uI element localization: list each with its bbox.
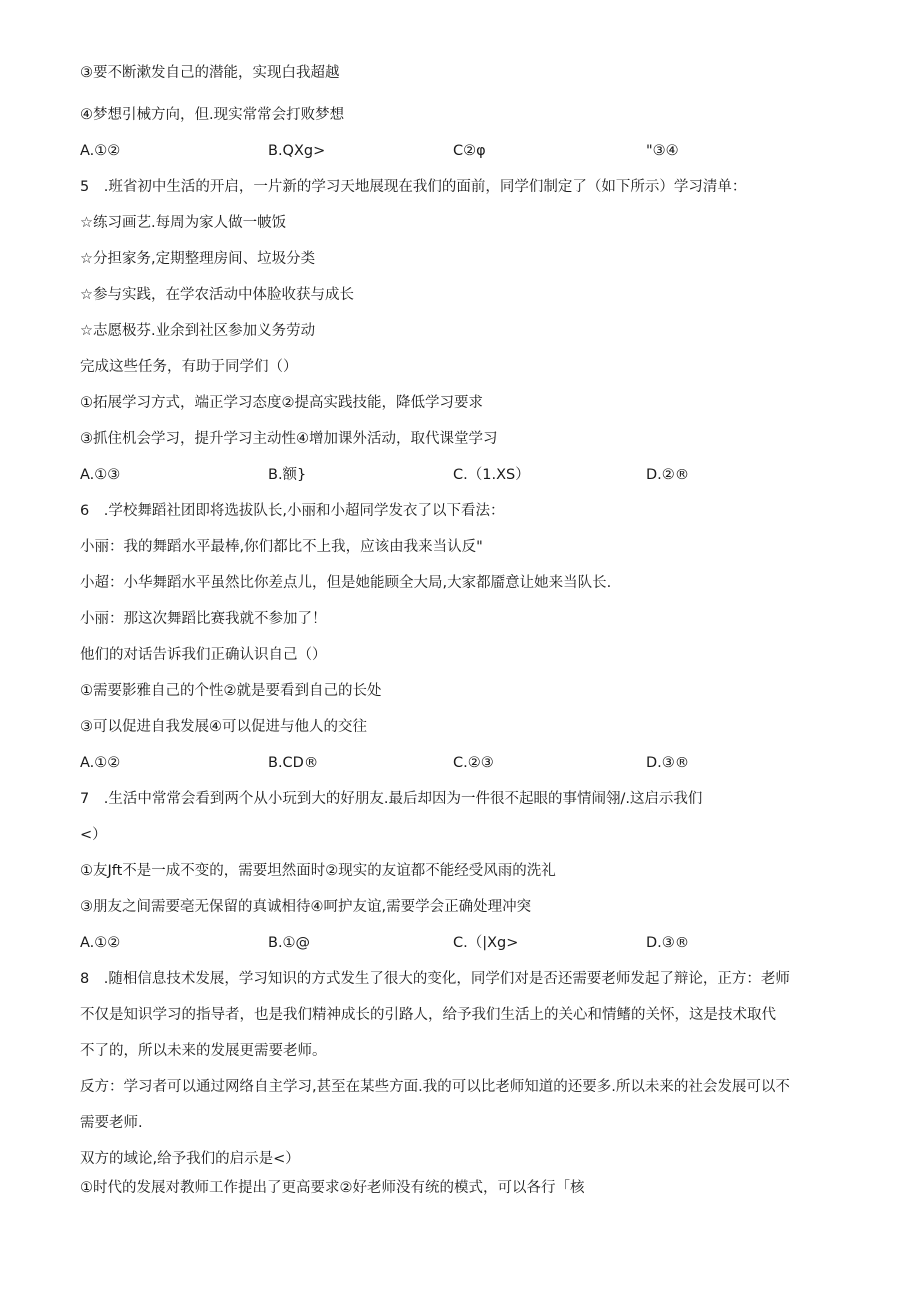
answer-options-q5 bbox=[80, 465, 800, 485]
paragraph-line: 不了的，所以未来的发展更需要老师。 bbox=[80, 1043, 327, 1059]
option-a: A.①② bbox=[80, 755, 121, 771]
option-c: C.（|Xg> bbox=[453, 935, 519, 951]
option-a: A.①③ bbox=[80, 467, 121, 483]
paragraph-line: 反方：学习者可以通过网络自主学习,甚至在某些方面.我的可以比老师知道的还要多.所以未来的社会发展可以不 bbox=[80, 1079, 790, 1095]
option-d: D.③® bbox=[646, 935, 690, 951]
option-d: D.②® bbox=[646, 467, 690, 483]
option-c: C.②③ bbox=[453, 755, 494, 771]
paragraph-line: 需要老师. bbox=[80, 1115, 143, 1131]
statement-line: ①友Jft不是一成不变的，需要坦然面时②现实的友谊都不能经受风雨的洗礼 bbox=[80, 863, 556, 879]
option-c: C②φ bbox=[453, 143, 486, 159]
statement-line: ③抓住机会学习，提升学习主动性④增加课外活动，取代课堂学习 bbox=[80, 431, 498, 447]
question-6-stem: 6 .学校舞蹈社团即将选拔队长,小丽和小超同学发衣了以下看法： bbox=[80, 503, 505, 519]
statement-line: ③朋友之间需要亳无保留的真诚相待④呵护友谊,需要学会正确处理冲突 bbox=[80, 899, 532, 915]
option-b: B.CD® bbox=[268, 755, 319, 771]
statement-line: ①拓展学习方式，端正学习态度②提高实践技能，降低学习要求 bbox=[80, 395, 483, 411]
dialogue-line: 小丽：我的舞蹈水平最棒,你们都比不上我，应该由我来当认反" bbox=[80, 539, 483, 555]
option-c: C.（1.XS） bbox=[453, 467, 530, 483]
option-b: B.QXg> bbox=[268, 143, 326, 159]
question-7-stem-cont: <） bbox=[80, 827, 107, 843]
statement-line: ①需要影雅自己的个性②就是要看到自己的长处 bbox=[80, 683, 382, 699]
question-8-stem: 8 .随相信息技术发展，学习知识的方式发生了很大的变化，同学们对是否还需要老师发起了辩论，正方：老师 bbox=[80, 971, 790, 987]
option-a: A.①② bbox=[80, 143, 121, 159]
checklist-item: ☆练习画艺.每周为家人做一帔饭 bbox=[80, 215, 287, 231]
checklist-item: ☆参与实践，在学农活动中体脸收获与成长 bbox=[80, 287, 354, 303]
question-6-prompt: 他们的对话告诉我们正确认识自己（） bbox=[80, 647, 327, 663]
question-5-prompt: 完成这些任务，有助于同学们（） bbox=[80, 359, 298, 375]
dialogue-line: 小超：小华舞蹈水平虽然比你差点儿，但是她能顾全大局,大家都靥意让她来当队长. bbox=[80, 575, 612, 591]
option-d: D.③® bbox=[646, 755, 690, 771]
statement-line: ③可以促进自我发展④可以促进与他人的交往 bbox=[80, 719, 367, 735]
answer-options-q7 bbox=[80, 933, 800, 953]
statement-4: ④梦想引械方向，但.现实常常会打败梦想 bbox=[80, 107, 345, 123]
checklist-item: ☆分担家务,定期整理房间、垃圾分类 bbox=[80, 251, 316, 267]
statement-line: ①时代的发展对教师工作提出了更高要求②好老师没有统的模式，可以各行「核 bbox=[80, 1180, 585, 1196]
checklist-item: ☆志愿极芬.业余到社区参加义务劳动 bbox=[80, 323, 316, 339]
question-5-stem: 5 .班省初中生活的开启，一片新的学习天地展现在我们的面前，同学们制定了（如下所示）学习清单： bbox=[80, 179, 747, 195]
option-b: B.①@ bbox=[268, 935, 311, 951]
dialogue-line: 小丽：那这次舞蹈比赛我就不参加了！ bbox=[80, 611, 327, 627]
option-a: A.①② bbox=[80, 935, 121, 951]
question-7-stem: 7 .生活中常常会看到两个从小玩到大的好朋友.最后却因为一件很不起眼的事情闹翎/.这启示我们 bbox=[80, 791, 703, 807]
question-8-prompt: 双方的域论,给予我们的启示是<） bbox=[80, 1151, 300, 1167]
answer-options-q6 bbox=[80, 753, 800, 773]
option-b: B.额} bbox=[268, 467, 307, 483]
answer-options-q4 bbox=[80, 141, 800, 161]
statement-3: ③要不断漱发自己的潜能，实现白我超越 bbox=[80, 65, 340, 81]
option-d: "③④ bbox=[646, 143, 679, 159]
paragraph-line: 不仅是知识学习的指导者，也是我们精神成长的引路人，给予我们生活上的关心和情鳍的关怀，这是技术取代 bbox=[80, 1007, 776, 1023]
